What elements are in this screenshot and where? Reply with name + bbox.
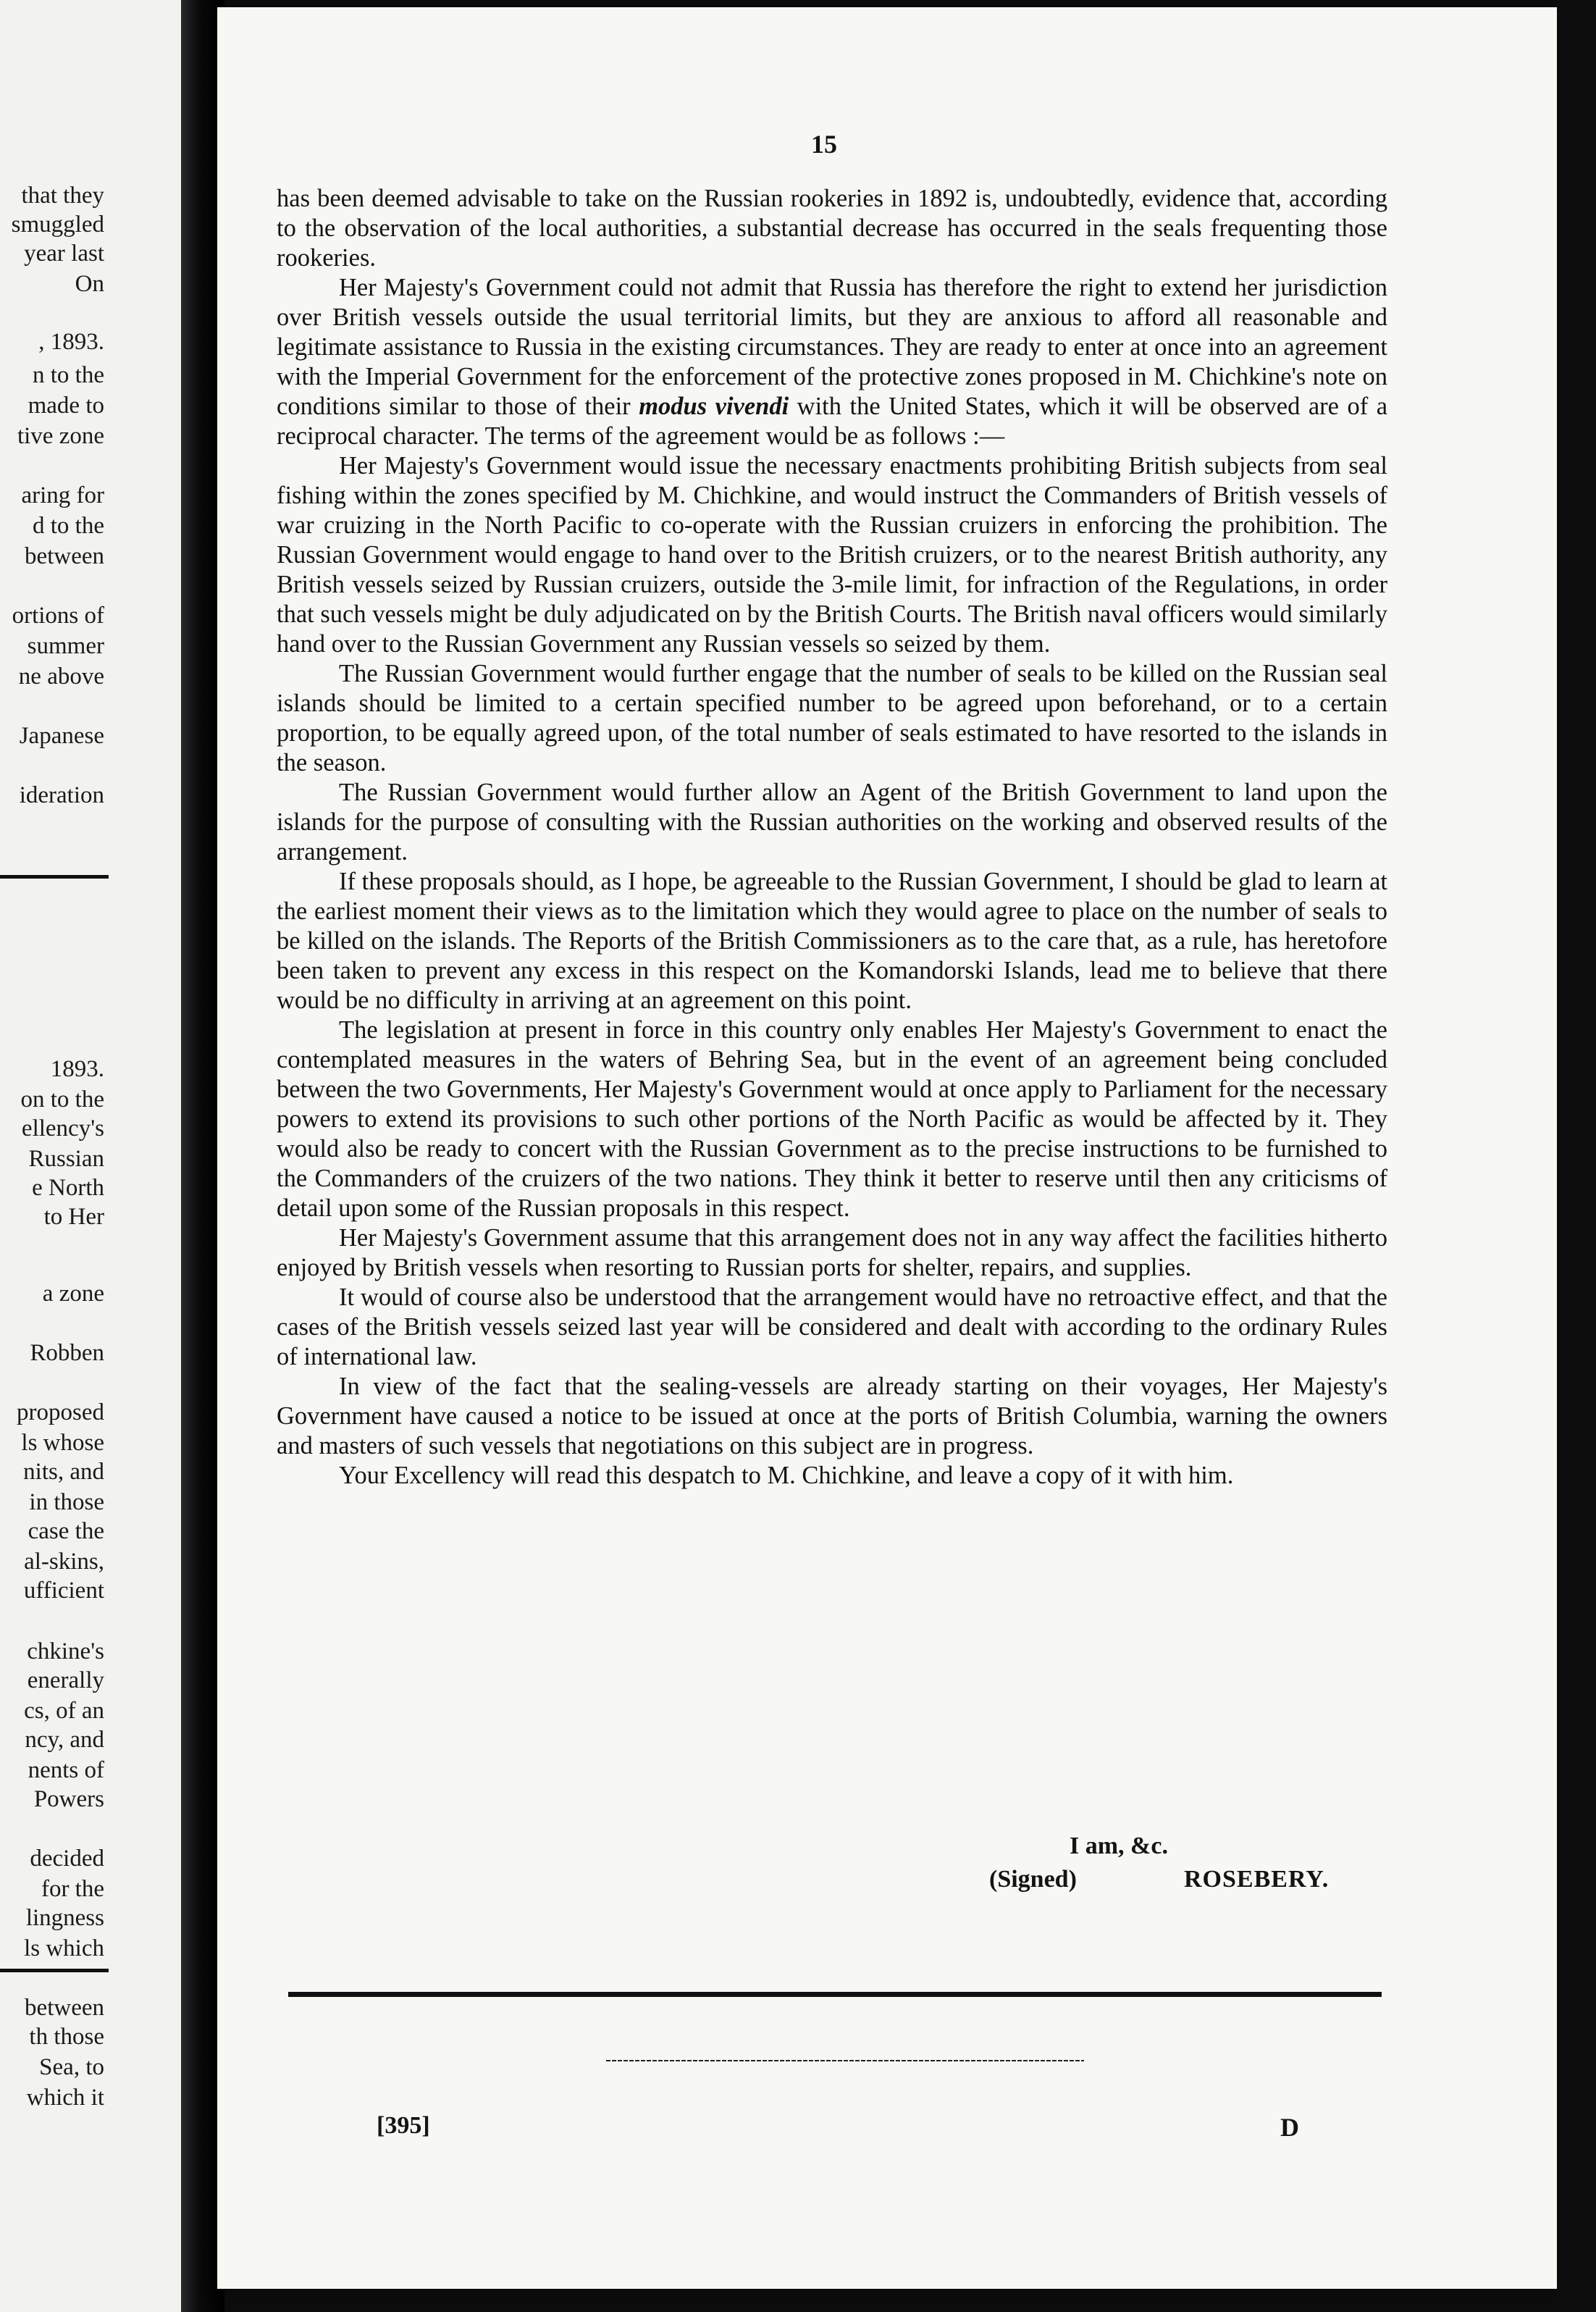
facing-page-line: tive zone xyxy=(17,423,104,449)
facing-page-line: on to the xyxy=(20,1086,104,1113)
paragraph-1: has been deemed advisable to take on the Russian rookeries in 1892 is, undoubtedly, evidence that, according to the observation of the local authorities, a substantial decrease has occurred in the seals frequenting those rookeries. xyxy=(277,185,1387,272)
facing-page-line: aring for xyxy=(21,482,104,508)
facing-page-line: summer xyxy=(27,633,104,659)
facing-page-line: n to the xyxy=(33,362,104,388)
facing-page-line: cs, of an xyxy=(24,1698,104,1724)
facing-page-line: ortions of xyxy=(12,603,104,629)
facing-page-line: between xyxy=(25,1995,104,2021)
facing-page-line: Sea, to xyxy=(39,2054,104,2080)
facing-page-rule xyxy=(0,1969,109,1972)
facing-page-line: , 1893. xyxy=(38,329,104,355)
paragraph-11: Your Excellency will read this despatch to M. Chichkine, and leave a copy of it with him. xyxy=(339,1462,1234,1489)
facing-page-line: that they xyxy=(21,183,104,209)
facing-page-line: to Her xyxy=(43,1204,104,1230)
paragraph-10: In view of the fact that the sealing-vessels are already starting on their voyages, Her Majesty's Government have caused a notice to be issued at once at the ports of British Columbia, warning the owners and masters of such vessels that negotiations on this subject are in progress. xyxy=(277,1373,1387,1459)
facing-page-line: year last xyxy=(24,240,104,267)
paragraph-5: The Russian Government would further allow an Agent of the British Government to land upon the islands for the purpose of consulting with the Russian authorities on the working and observed results of the arrangement. xyxy=(277,779,1387,866)
facing-page-line: proposed xyxy=(17,1399,104,1425)
facing-page-line: lingness xyxy=(25,1905,104,1931)
scan-border xyxy=(1557,0,1596,2312)
facing-page-line: nits, and xyxy=(23,1459,104,1485)
closing-rule xyxy=(288,1992,1382,1997)
facing-page-line: made to xyxy=(28,393,104,419)
page-number: 15 xyxy=(811,130,837,159)
facing-page-line: in those xyxy=(29,1489,104,1515)
facing-page-line: Powers xyxy=(33,1786,104,1812)
facing-page-line: a zone xyxy=(42,1281,104,1307)
facing-page-line: d to the xyxy=(33,513,104,539)
paragraph-2: Her Majesty's Government could not admit that Russia has therefore the right to extend her jurisdiction over British vessels outside the usual territorial limits, but they are anxious to afford all reasonable and legitimate assistance to Russia in the existing circumstances. They are ready to enter at once into an agreement with the Imperial Government for the enforcement of the protective zones proposed in M. Chichkine's note on conditions similar to those of their modus vivendi with the United States, which it will be observed are of a reciprocal character. The terms of the agreement would be as follows :— xyxy=(277,274,1388,450)
facing-page-line: th those xyxy=(29,2024,104,2050)
facing-page-line: Japanese xyxy=(19,723,104,749)
paragraph-7: The legislation at present in force in this country only enables Her Majesty's Government to enact the contemplated measures in the waters of Behring Sea, but in the event of an agreement being concluded between the two Governments, Her Majesty's Government would at once apply to Parliament for the necessary powers to extend its provisions to such other portions of the North Pacific as would be affected by it. They would also be ready to concert with the Russian Government as to the precise instructions to be furnished to the Commanders of the cruizers of the two nations. They think it better to reserve until then any criticisms of detail upon some of the Russian proposals in this respect. xyxy=(277,1016,1387,1222)
italic-term: modus vivendi xyxy=(639,393,789,420)
paragraph-4: The Russian Government would further engage that the number of seals to be killed on the Russian seal islands should be limited to a certain specified number to be agreed upon beforehand, or to a certain proportion, to be equally agreed upon, of the total number of seals estimated to have resorted to the islands in the season. xyxy=(277,660,1387,776)
facing-page-line: nents of xyxy=(28,1757,104,1783)
facing-page-line: Russian xyxy=(28,1146,104,1172)
facing-page-line: 1893. xyxy=(50,1056,104,1082)
facing-page-line: enerally xyxy=(27,1667,104,1693)
facing-page-line: al-skins, xyxy=(24,1549,104,1575)
facing-page-line: between xyxy=(25,543,104,569)
facing-page-line: ls whose xyxy=(21,1430,104,1456)
paragraph-9: It would of course also be understood that the arrangement would have no retroactive effect, and that the cases of the British vessels seized last year will be considered and dealt with according to the ordinary Rules of international law. xyxy=(277,1283,1387,1370)
despatch-body xyxy=(277,184,1387,1491)
facing-page-line: ls which xyxy=(24,1935,104,1961)
facing-page-rule xyxy=(0,875,109,879)
facing-page-line: ideration xyxy=(19,782,104,808)
paragraph-6: If these proposals should, as I hope, be agreeable to the Russian Government, I should be glad to learn at the earliest moment their views as to the limitation which they would agree to place on the number of seals to be killed on the islands. The Reports of the British Commissioners as to the care that, as a rule, has heretofore been taken to prevent any excess in this respect on the Komandorski Islands, lead me to believe that there would be no difficulty in arriving at an agreement on this point. xyxy=(277,868,1387,1014)
facing-page-line: On xyxy=(75,271,104,297)
sheet-letter: D xyxy=(1280,2113,1299,2142)
facing-page-line: ellency's xyxy=(21,1115,104,1142)
facing-page-fragment xyxy=(0,0,181,2312)
facing-page-line: ncy, and xyxy=(25,1727,104,1753)
facing-page-line: decided xyxy=(30,1846,104,1872)
dotted-rule xyxy=(606,2060,1084,2061)
printer-signature-mark: [395] xyxy=(377,2112,430,2139)
signatory-name: ROSEBERY. xyxy=(1184,1866,1330,1893)
document-page xyxy=(217,7,1557,2289)
facing-page-line: e North xyxy=(32,1175,104,1201)
facing-page-line: chkine's xyxy=(27,1638,104,1664)
facing-page-line: ufficient xyxy=(23,1578,104,1604)
facing-page-line: smuggled xyxy=(11,211,104,238)
paragraph-3: Her Majesty's Government would issue the necessary enactments prohibiting British subjects from seal fishing within the zones specified by M. Chichkine, and would instruct the Commanders of British vessels of war cruizing in the North Pacific to co-operate with the Russian cruizers in enforcing the prohibition. The Russian Government would engage to hand over to the British cruizers, or to the nearest British authority, any British vessels seized by Russian cruizers, outside the 3-mile limit, for infraction of the Regulations, in order that such vessels might be duly adjudicated on by the British Courts. The British naval officers would similarly hand over to the Russian Government any Russian vessels so seized by them. xyxy=(277,452,1387,658)
facing-page-line: ne above xyxy=(18,663,104,690)
signed-label: (Signed) xyxy=(989,1866,1077,1893)
paragraph-8: Her Majesty's Government assume that this arrangement does not in any way affect the facilities hitherto enjoyed by British vessels when resorting to Russian ports for shelter, repairs, and supplies. xyxy=(277,1224,1387,1281)
facing-page-line: case the xyxy=(28,1518,104,1544)
facing-page-line: which it xyxy=(26,2085,104,2111)
closing-phrase: I am, &c. xyxy=(1070,1833,1168,1859)
facing-page-line: Robben xyxy=(30,1340,104,1366)
facing-page-line: for the xyxy=(41,1876,104,1902)
